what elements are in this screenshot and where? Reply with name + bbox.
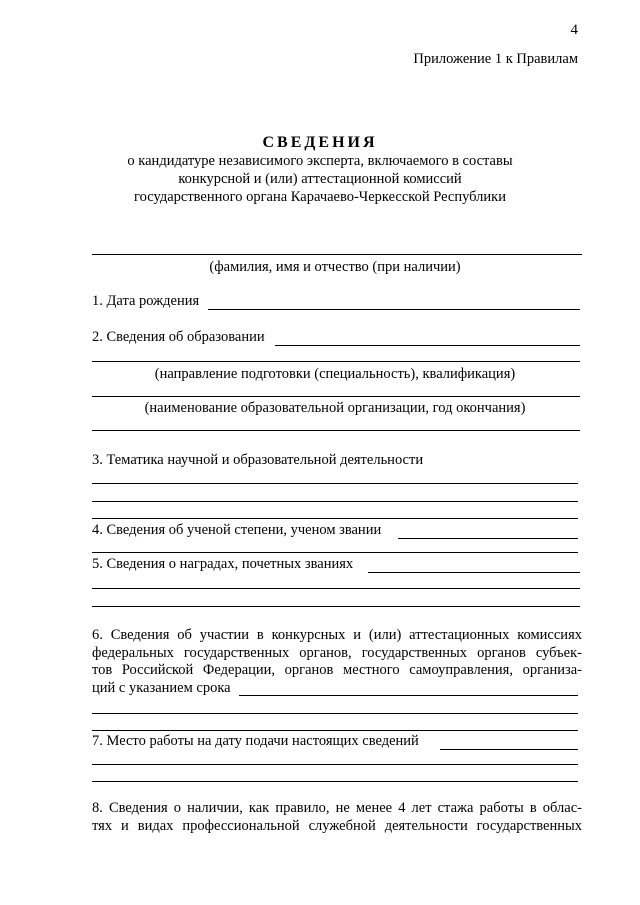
awards-blank-line-3[interactable]	[92, 606, 580, 607]
commissions-blank-line[interactable]	[239, 695, 578, 696]
awards-blank-line-2[interactable]	[92, 588, 580, 589]
subtitle-line-3: государственного органа Карачаево-Черкесской Республики	[134, 189, 506, 205]
research-topics-label: 3. Тематика научной и образовательной деятельности	[92, 452, 424, 468]
birth-date-blank-line[interactable]	[208, 309, 580, 310]
commissions-line-1: 6. Сведения об участии в конкурсных и (или) аттестационных комиссиях	[92, 627, 582, 643]
degree-blank-line-2[interactable]	[92, 552, 578, 553]
document-title: СВЕДЕНИЯ	[262, 134, 378, 151]
workplace-blank-line-3[interactable]	[92, 781, 578, 782]
degree-blank-line[interactable]	[398, 538, 578, 539]
awards-label: 5. Сведения о наградах, почетных званиях	[92, 556, 354, 572]
degree-label: 4. Сведения об ученой степени, ученом звании	[92, 522, 382, 538]
specialty-caption: (направление подготовки (специальность), квалификация)	[154, 366, 516, 382]
experience-line-2: тях и видах профессиональной служебной деятельности государственных	[92, 817, 582, 834]
experience-paragraph	[92, 800, 582, 835]
experience-line-1: 8. Сведения о наличии, как правило, не менее 4 лет стажа работы в облас-	[92, 800, 582, 816]
subtitle-line-2: конкурсной и (или) аттестационной комиссий	[178, 171, 462, 187]
subtitle-line-1: о кандидатуре независимого эксперта, включаемого в составы	[127, 153, 513, 169]
education-blank-line-2[interactable]	[92, 361, 580, 362]
workplace-label: 7. Место работы на дату подачи настоящих сведений	[92, 733, 419, 749]
workplace-blank-line[interactable]	[440, 749, 578, 750]
birth-date-label: 1. Дата рождения	[92, 293, 200, 309]
education-blank-line-3[interactable]	[92, 396, 580, 397]
commissions-blank-line-2[interactable]	[92, 713, 578, 714]
education-label: 2. Сведения об образовании	[92, 329, 265, 345]
commissions-line-2: федеральных государственных органов, государственных органов субъек-	[92, 644, 582, 661]
commissions-line-4: ций с указанием срока	[92, 680, 231, 696]
awards-blank-line[interactable]	[368, 572, 580, 573]
commissions-line-3: тов Российской Федерации, органов местного самоуправления, организа-	[92, 662, 582, 678]
institution-caption: (наименование образовательной организации, год окончания)	[144, 400, 526, 416]
fio-blank-line[interactable]	[92, 254, 582, 255]
appendix-label: Приложение 1 к Правилам	[413, 51, 578, 67]
page-number: 4	[570, 22, 578, 38]
commissions-blank-line-3[interactable]	[92, 730, 578, 731]
workplace-blank-line-2[interactable]	[92, 764, 578, 765]
fio-caption: (фамилия, имя и отчество (при наличии)	[209, 259, 461, 275]
education-blank-line[interactable]	[275, 345, 580, 346]
research-blank-line-3[interactable]	[92, 518, 578, 519]
commissions-paragraph	[92, 627, 582, 680]
education-blank-line-4[interactable]	[92, 430, 580, 431]
research-blank-line-1[interactable]	[92, 483, 578, 484]
research-blank-line-2[interactable]	[92, 501, 578, 502]
